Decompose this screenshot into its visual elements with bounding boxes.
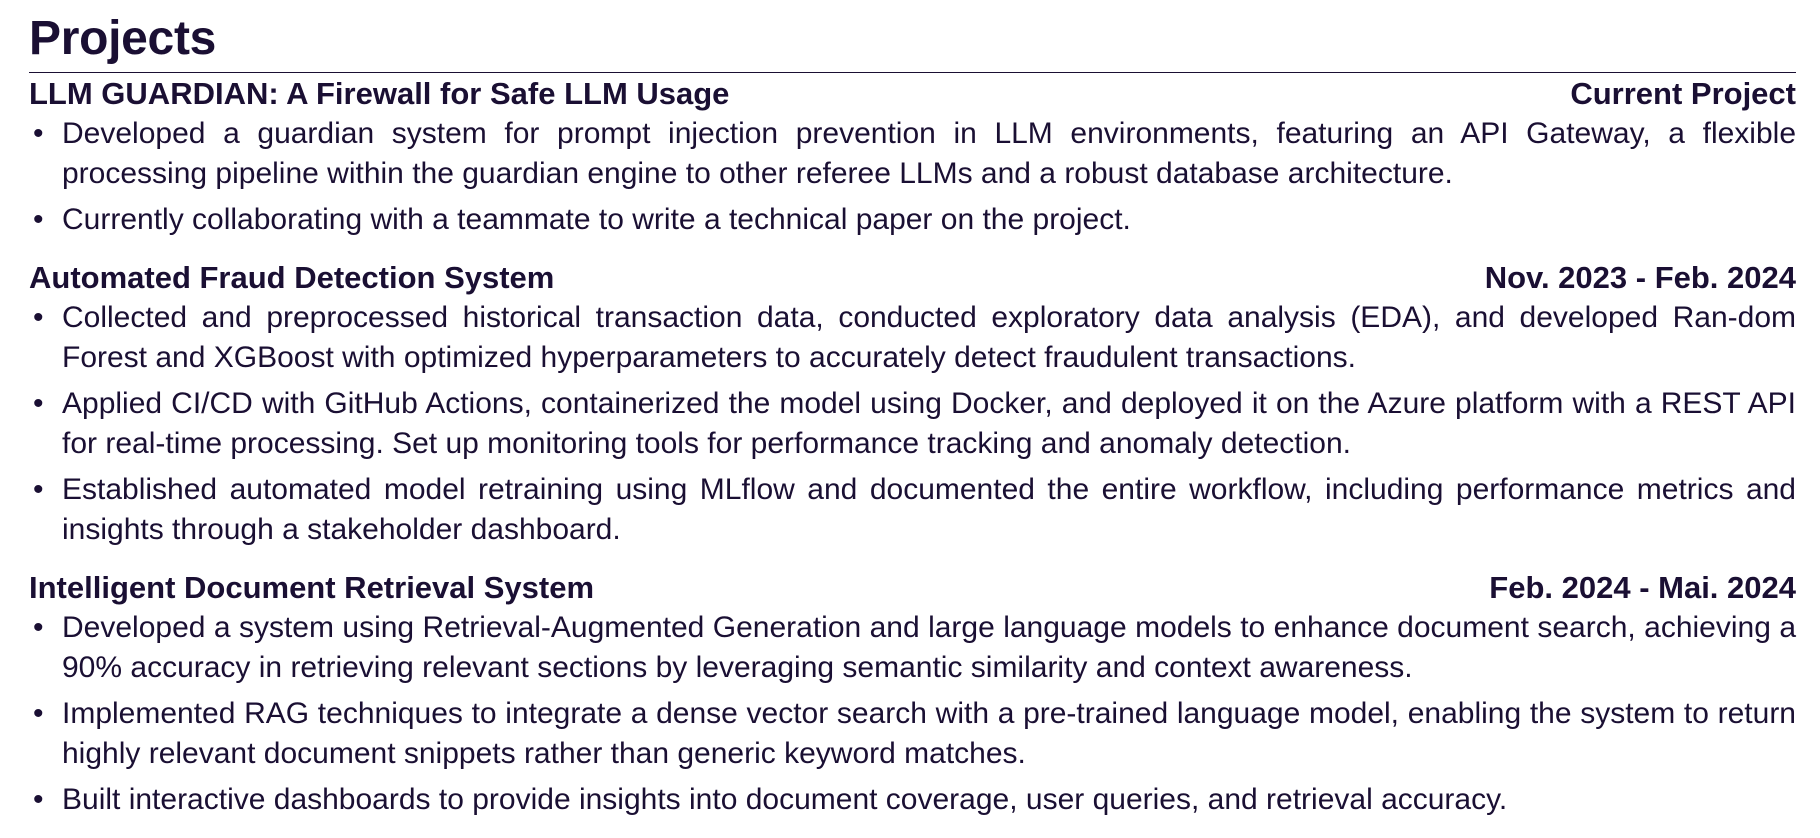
project-date: Nov. 2023 - Feb. 2024 [1484, 260, 1796, 295]
bullet-item [29, 384, 1796, 464]
bullet-item [29, 200, 1796, 240]
bullet-text: Currently collaborating with a teammate to write a technical paper on the project. [62, 203, 1131, 236]
project-llm-guardian [29, 74, 1796, 240]
bullet-icon: • [33, 203, 44, 236]
bullet-text: Built interactive dashboards to provide insights into document coverage, user queries, and retrieval accuracy. [62, 783, 1508, 816]
bullet-item [29, 694, 1796, 774]
bullet-icon: • [33, 783, 44, 816]
bullet-text: Developed a guardian system for prompt injection prevention in LLM environments, featuring an API Gateway, a flexible processing pipeline within the guardian engine to other referee LLMs and a robust database architecture. [62, 117, 1796, 190]
bullet-item [29, 298, 1796, 378]
bullet-text: Established automated model retraining using MLflow and documented the entire workflow, including performance metrics and insights through a stakeholder dashboard. [62, 473, 1796, 546]
bullet-text: Applied CI/CD with GitHub Actions, containerized the model using Docker, and deployed it on the Azure platform with a REST API for real-time processing. Set up monitoring tools for performance tracking and anomaly detection. [62, 387, 1796, 460]
project-date: Feb. 2024 - Mai. 2024 [1489, 570, 1796, 605]
project-date: Current Project [1570, 76, 1796, 111]
project-bullets [29, 298, 1796, 550]
bullet-text: Developed a system using Retrieval-Augmented Generation and large language models to enhance document search, achieving a 90% accuracy in retrieving relevant sections by leveraging semantic similarity and context awareness. [62, 611, 1796, 684]
project-header [29, 258, 1796, 298]
bullet-item [29, 470, 1796, 550]
bullet-icon: • [33, 301, 44, 334]
project-title: Automated Fraud Detection System [29, 260, 555, 295]
bullet-text: Implemented RAG techniques to integrate a dense vector search with a pre-trained language model, enabling the system to return highly relevant document snippets rather than generic keyword matches. [62, 697, 1796, 770]
project-title: LLM GUARDIAN: A Firewall for Safe LLM Usage [29, 76, 730, 111]
project-bullets [29, 608, 1796, 820]
bullet-item [29, 114, 1796, 194]
bullet-icon: • [33, 387, 44, 420]
project-bullets [29, 114, 1796, 240]
section-divider [29, 72, 1796, 73]
project-title: Intelligent Document Retrieval System [29, 570, 595, 605]
bullet-text: Collected and preprocessed historical transaction data, conducted exploratory data analysis (EDA), and developed Ran-dom Forest and XGBoost with optimized hyperparameters to accurately detect fraudulent transactions. [62, 301, 1796, 374]
project-fraud-detection [29, 258, 1796, 550]
project-header [29, 74, 1796, 114]
bullet-icon: • [33, 697, 44, 730]
bullet-item [29, 780, 1796, 820]
bullet-icon: • [33, 117, 44, 150]
section-title: Projects [29, 12, 217, 65]
bullet-item [29, 608, 1796, 688]
bullet-icon: • [33, 473, 44, 506]
bullet-icon: • [33, 611, 44, 644]
project-header [29, 568, 1796, 608]
project-document-retrieval [29, 568, 1796, 820]
